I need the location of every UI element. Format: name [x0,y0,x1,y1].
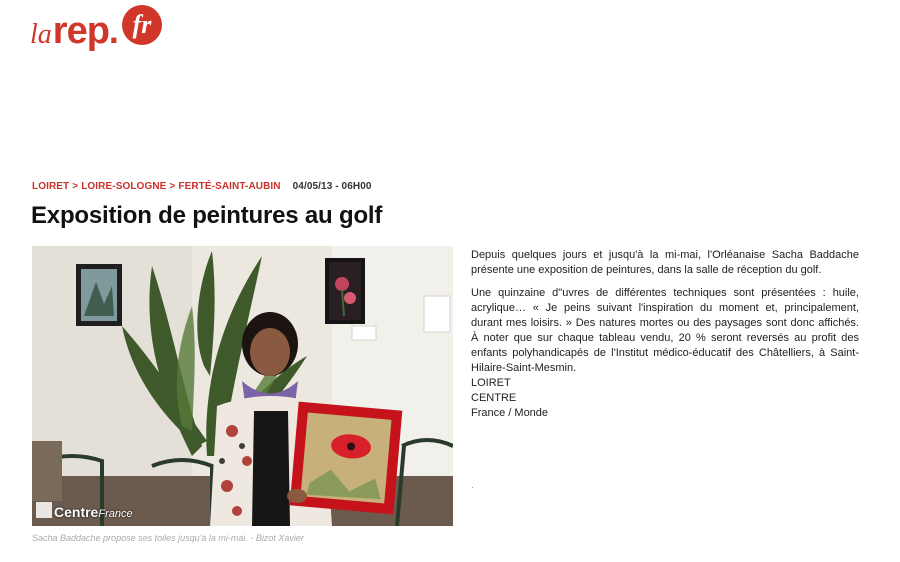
breadcrumb-item-ferte-saint-aubin[interactable]: FERTÉ-SAINT-AUBIN [178,181,281,192]
logo-fr-badge: fr [122,5,162,45]
watermark-suffix: France [98,508,133,520]
article-meta [32,181,372,192]
watermark-brand: Centre [54,504,99,520]
logo-rep-text: rep [52,10,109,52]
tag-centre[interactable]: CENTRE [471,392,517,404]
breadcrumb-separator: > [72,181,79,192]
site-logo[interactable] [30,10,162,54]
breadcrumb-item-loiret[interactable]: LOIRET [32,181,70,192]
logo-la-text: la [30,19,52,50]
breadcrumb-separator: > [169,181,176,192]
article-paragraph: Une quinzaine d"uvres de différentes techniques sont présentées : huile, acrylique… « Je peins suivant l'inspiration du moment et, principalement, durant mes loisirs. » Des natures mortes ou des paysages sont donc affichés. À noter que sur chaque tableau vendu, 20 % seront reversés au profit des enfants polyhandicapés de l'Institut médico-éducatif des Châtelliers, à Saint-Hilaire-Saint-Mesmin. [471,287,859,374]
article-photo[interactable] [32,246,453,526]
breadcrumb-item-loire-sologne[interactable]: LOIRE-SOLOGNE [81,181,167,192]
article-title: Exposition de peintures au golf [31,202,383,229]
logo-dot: . [108,10,119,51]
tag-france-monde[interactable]: France / Monde [471,407,549,419]
tag-loiret[interactable]: LOIRET [471,377,511,389]
article-body [471,248,859,491]
breadcrumb [32,181,281,192]
photo-watermark [54,504,133,520]
article-date: 04/05/13 - 06H00 [292,181,372,192]
photo-caption: Sacha Baddache propose ses toiles jusqu'à la mi-mai. - Bizot Xavier [32,533,304,543]
article-paragraph: Depuis quelques jours et jusqu'à la mi-mai, l'Orléanaise Sacha Baddache présente une exposition de peintures, dans la salle de réception du golf. [471,249,859,276]
photo-illustration [32,246,453,526]
stray-dot: . [471,480,474,491]
